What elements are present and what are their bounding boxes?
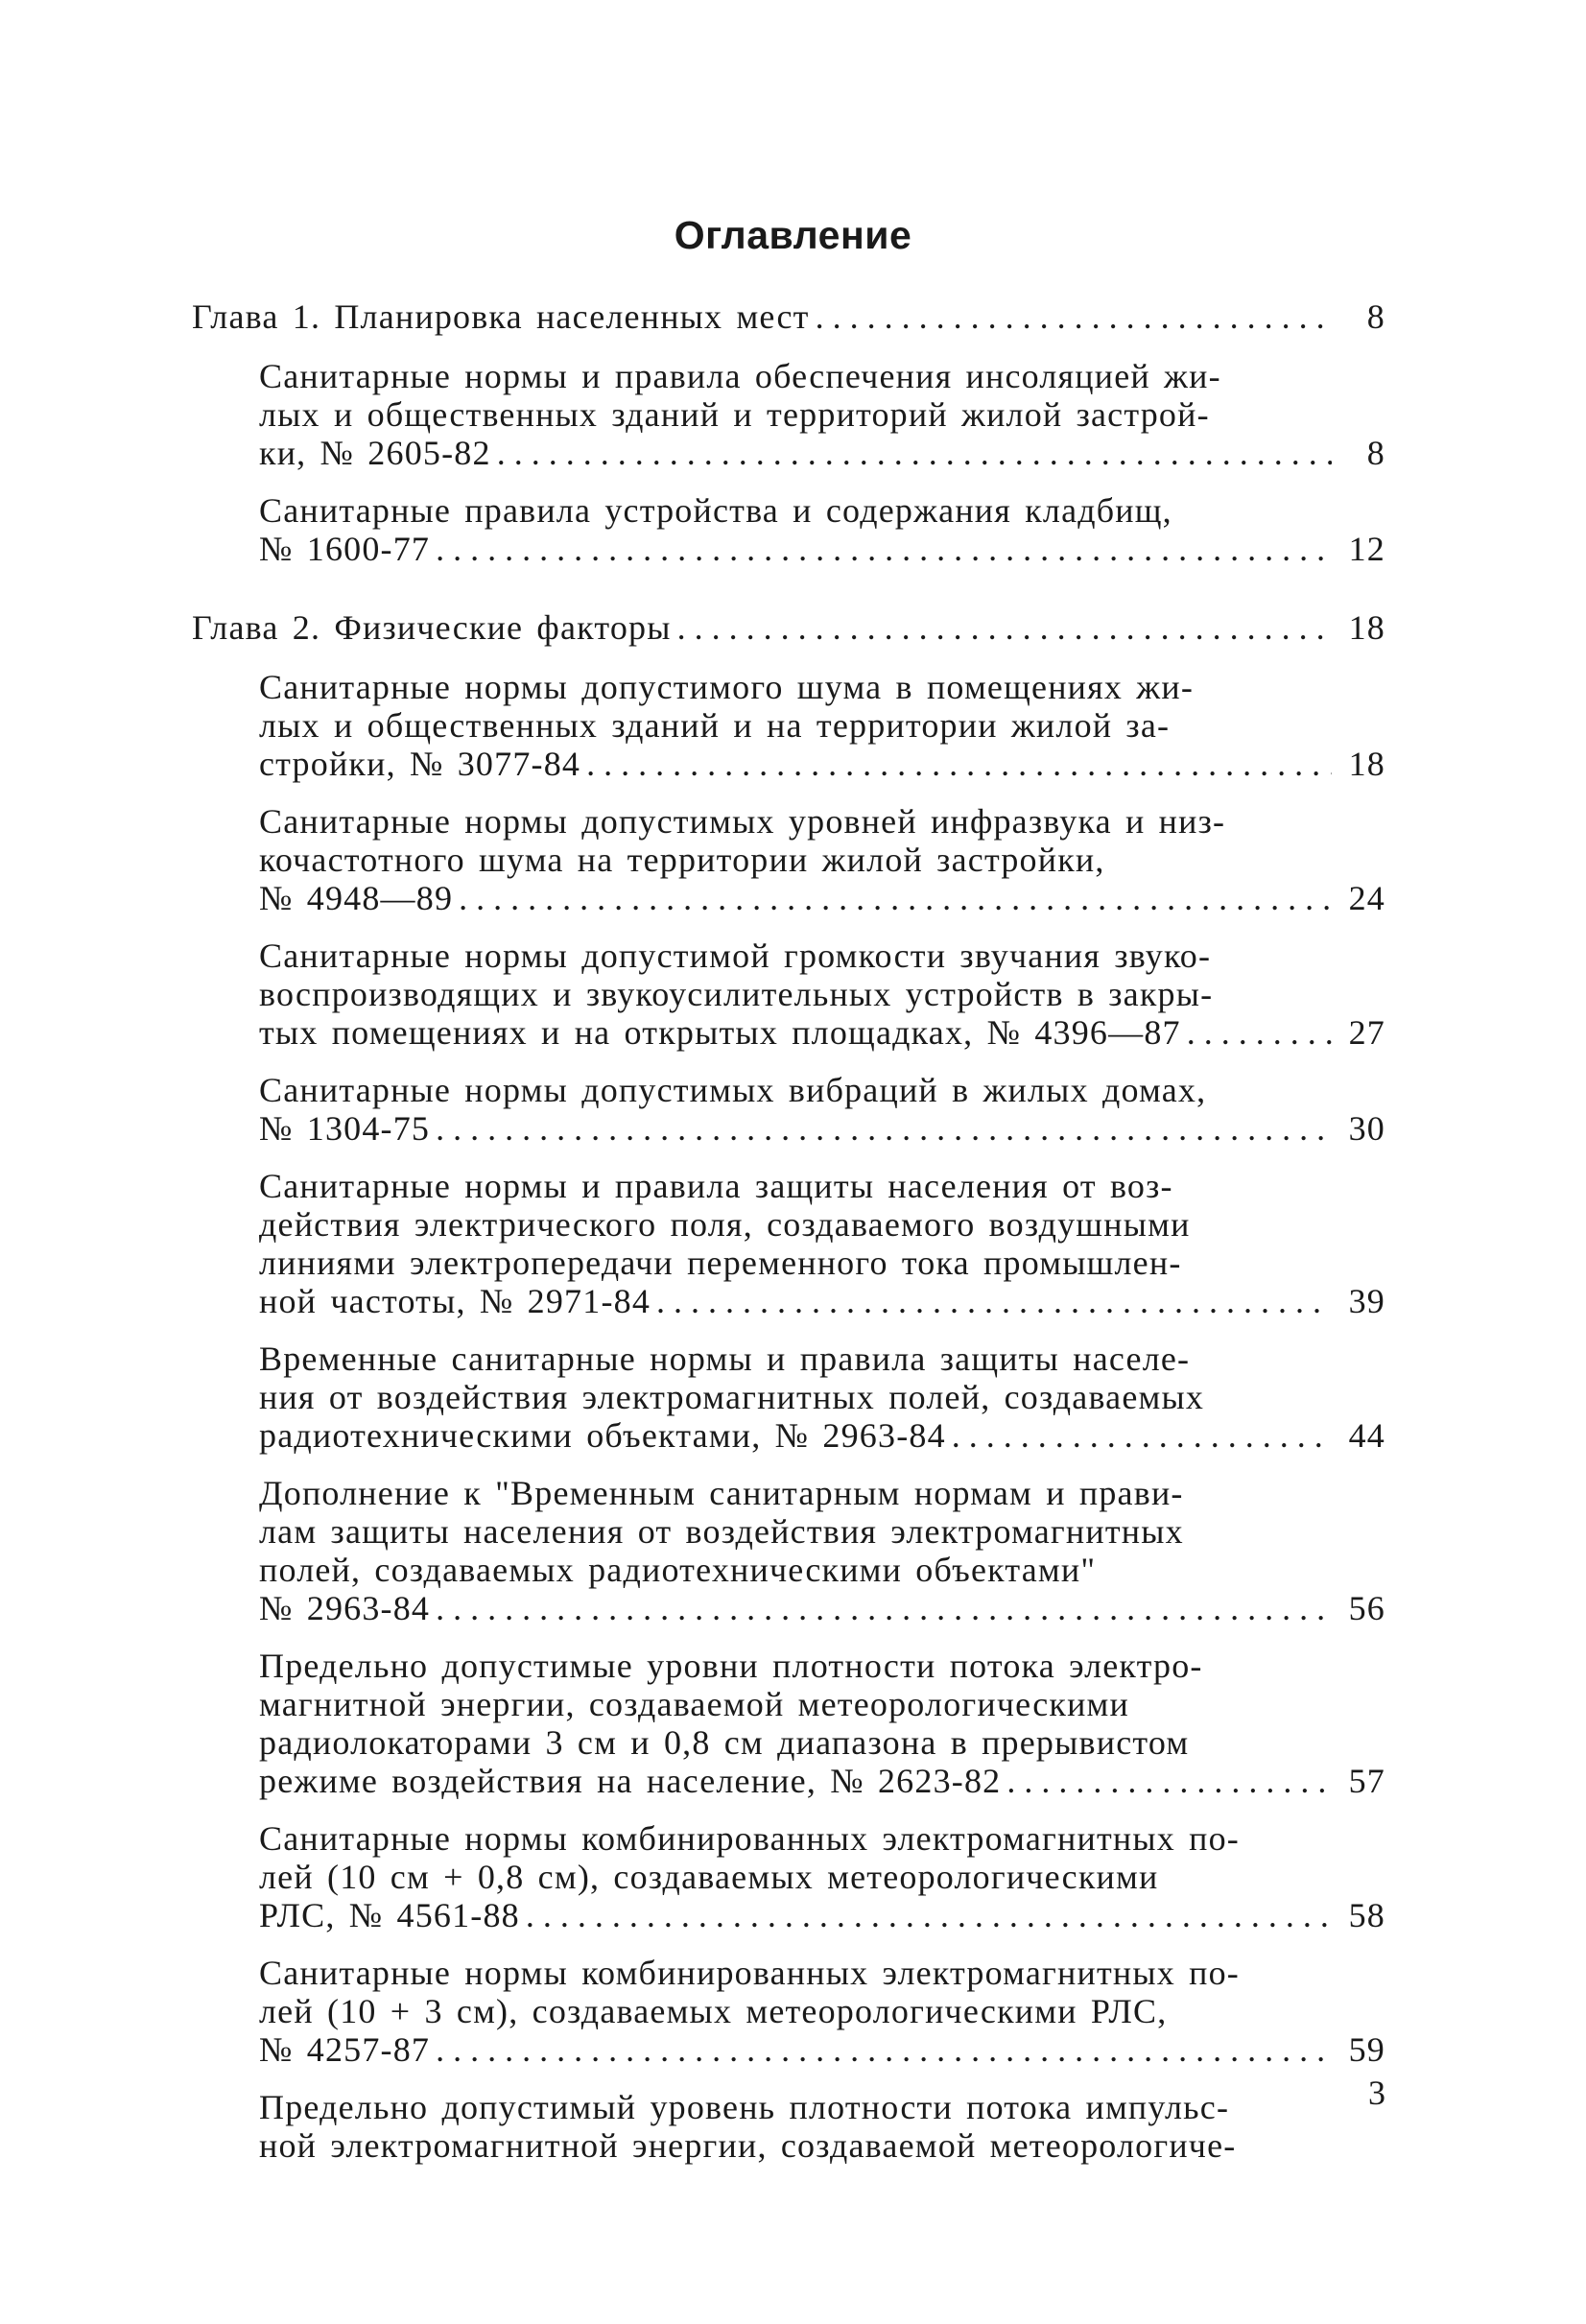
entry-line: лых и общественных зданий и территорий жилой застрой- — [259, 395, 1210, 434]
entry-line — [259, 1109, 1385, 1148]
toc-entry — [192, 1647, 1385, 1800]
entry-text: стройки, № 3077-84 — [259, 745, 581, 783]
entry-line: ной электромагнитной энергии, создаваемой метеорологиче- — [259, 2126, 1237, 2165]
entry-line — [259, 1589, 1385, 1627]
page-ref: 58 — [1348, 1896, 1385, 1934]
page-ref: 8 — [1366, 434, 1385, 472]
dot-leader — [586, 745, 1332, 783]
entry-line — [259, 745, 1385, 783]
entry-text: № 4948—89 — [259, 879, 454, 917]
entry-line: Санитарные нормы допустимой громкости звучания звуко- — [259, 937, 1212, 975]
page-ref: 27 — [1348, 1013, 1385, 1052]
chapter-title: Глава 1. Планировка населенных мест — [192, 297, 810, 336]
entry-line — [259, 1416, 1385, 1455]
dot-leader — [436, 1109, 1332, 1148]
dot-leader — [436, 2030, 1332, 2069]
entry-line: Дополнение к "Временным санитарным нормам и прави- — [259, 1474, 1184, 1512]
page-ref: 12 — [1348, 530, 1385, 568]
entry-line — [259, 1762, 1385, 1800]
toc-entry — [192, 802, 1385, 917]
entry-line: Санитарные нормы комбинированных электромагнитных по- — [259, 1954, 1240, 1992]
entry-line: Предельно допустимые уровни плотности потока электро- — [259, 1647, 1203, 1685]
entry-line: кочастотного шума на территории жилой застройки, — [259, 841, 1105, 879]
toc-entry — [192, 1340, 1385, 1455]
toc-entry — [192, 1071, 1385, 1148]
toc-entry — [192, 1819, 1385, 1934]
entry-text: № 1600-77 — [259, 530, 431, 568]
entry-line: лей (10 см + 0,8 см), создаваемых метеорологическими — [259, 1858, 1159, 1896]
table-of-contents — [192, 297, 1385, 2184]
entry-line: Санитарные нормы допустимых вибраций в жилых домах, — [259, 1071, 1207, 1109]
page-ref: 57 — [1348, 1762, 1385, 1800]
dot-leader — [436, 530, 1332, 568]
entry-line: Предельно допустимый уровень плотности потока импульс- — [259, 2088, 1230, 2126]
dot-leader — [497, 434, 1332, 472]
page-ref: 59 — [1348, 2030, 1385, 2069]
entry-line: действия электрического поля, создаваемого воздушными — [259, 1205, 1191, 1244]
entry-line: Временные санитарные нормы и правила защиты населе- — [259, 1340, 1191, 1378]
chapter-heading — [192, 608, 1385, 647]
toc-entry — [192, 937, 1385, 1052]
chapter-heading — [192, 297, 1385, 336]
entry-line — [259, 2030, 1385, 2069]
page-ref: 24 — [1348, 879, 1385, 917]
entry-line — [259, 1282, 1385, 1320]
entry-line: воспроизводящих и звукоусилительных устройств в закры- — [259, 975, 1214, 1013]
page-ref: 39 — [1348, 1282, 1385, 1320]
toc-entry — [192, 1954, 1385, 2069]
entry-line: ния от воздействия электромагнитных полей, создаваемых — [259, 1378, 1205, 1416]
dot-leader — [526, 1896, 1332, 1934]
page-ref: 18 — [1348, 745, 1385, 783]
entry-text: РЛС, № 4561-88 — [259, 1896, 520, 1934]
page-ref: 8 — [1366, 297, 1385, 336]
entry-line: лам защиты населения от воздействия электромагнитных — [259, 1512, 1184, 1551]
entry-line: радиолокаторами 3 см и 0,8 см диапазона в прерывистом — [259, 1723, 1190, 1762]
entry-text: режиме воздействия на население, № 2623-82 — [259, 1762, 1002, 1800]
dot-leader — [459, 879, 1332, 917]
page-ref: 18 — [1348, 608, 1385, 647]
entry-line — [259, 530, 1385, 568]
entry-line: Санитарные нормы и правила обеспечения инсоляцией жи- — [259, 357, 1221, 395]
toc-entry — [192, 668, 1385, 783]
entry-line — [259, 1896, 1385, 1934]
toc-entry — [192, 2088, 1385, 2165]
dot-leader — [816, 297, 1332, 336]
entry-line: лых и общественных зданий и на территории жилой за- — [259, 706, 1171, 745]
dot-leader — [436, 1589, 1332, 1627]
toc-entry — [192, 491, 1385, 568]
entry-text: ки, № 2605-82 — [259, 434, 491, 472]
entry-line: магнитной энергии, создаваемой метеорологическими — [259, 1685, 1129, 1723]
entry-text: радиотехническими объектами, № 2963-84 — [259, 1416, 946, 1455]
entry-line: Санитарные правила устройства и содержания кладбищ, — [259, 491, 1172, 530]
entry-text: тых помещениях и на открытых площадках, № 4396—87 — [259, 1013, 1181, 1052]
entry-line — [259, 1013, 1385, 1052]
entry-line: Санитарные нормы допустимых уровней инфразвука и низ- — [259, 802, 1226, 841]
dot-leader — [1006, 1762, 1332, 1800]
entry-line — [259, 434, 1385, 472]
toc-entry — [192, 1167, 1385, 1320]
dot-leader — [656, 1282, 1332, 1320]
entry-text: № 1304-75 — [259, 1109, 431, 1148]
page-number: 3 — [1368, 2074, 1385, 2112]
entry-line: полей, создаваемых радиотехническими объектами" — [259, 1551, 1097, 1589]
chapter-gap — [192, 587, 1385, 608]
entry-line: линиями электропередачи переменного тока промышлен- — [259, 1244, 1182, 1282]
entry-line: Санитарные нормы допустимого шума в помещениях жи- — [259, 668, 1195, 706]
entry-line — [259, 879, 1385, 917]
entry-line: Санитарные нормы и правила защиты населения от воз- — [259, 1167, 1173, 1205]
dot-leader — [952, 1416, 1332, 1455]
chapter-title: Глава 2. Физические факторы — [192, 608, 672, 647]
entry-line: Санитарные нормы комбинированных электромагнитных по- — [259, 1819, 1240, 1858]
entry-text: ной частоты, № 2971-84 — [259, 1282, 651, 1320]
dot-leader — [677, 608, 1332, 647]
entry-line: лей (10 + 3 см), создаваемых метеорологическими РЛС, — [259, 1992, 1168, 2030]
toc-entry — [192, 357, 1385, 472]
entry-text: № 2963-84 — [259, 1589, 431, 1627]
page-ref: 56 — [1348, 1589, 1385, 1627]
page-title: Оглавление — [674, 213, 912, 257]
page-ref: 44 — [1348, 1416, 1385, 1455]
page-ref: 30 — [1348, 1109, 1385, 1148]
entry-text: № 4257-87 — [259, 2030, 431, 2069]
dot-leader — [1187, 1013, 1332, 1052]
toc-entry — [192, 1474, 1385, 1627]
